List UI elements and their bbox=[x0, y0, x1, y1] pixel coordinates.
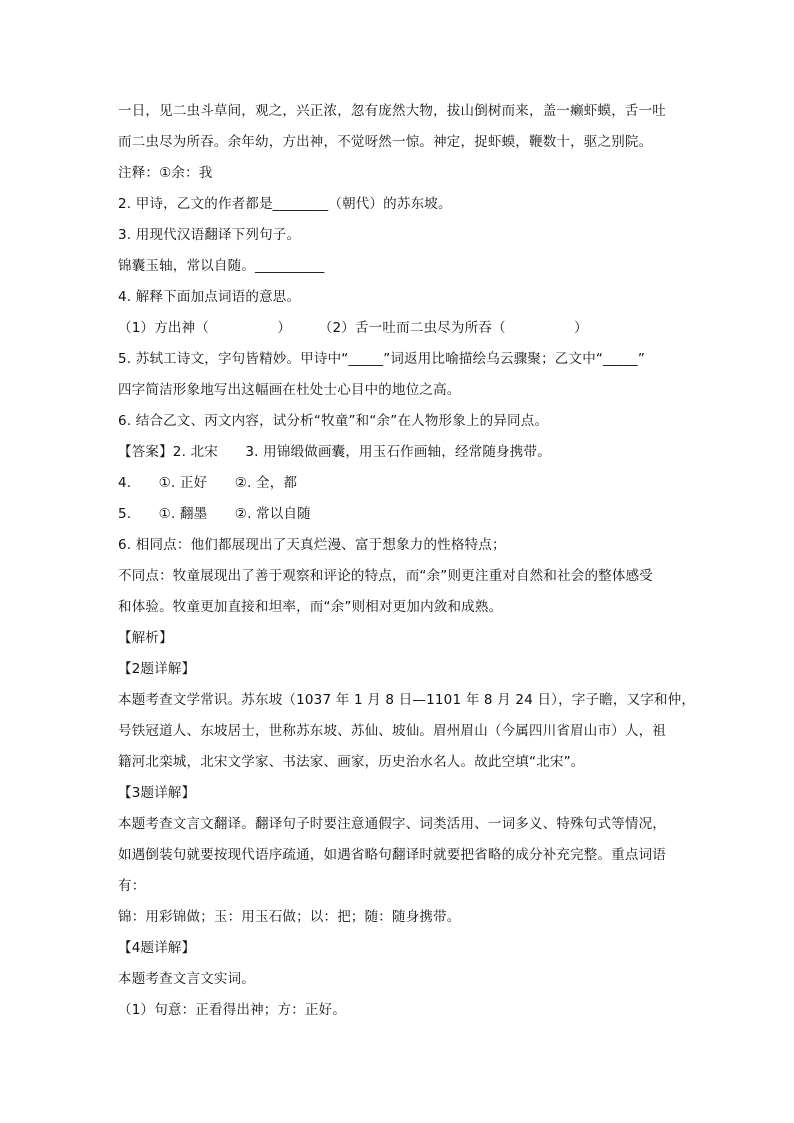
question-3: 3. 用现代汉语翻译下列句子。 bbox=[118, 227, 301, 243]
detail-3-text: 本题考查文言文翻译。翻译句子时要注意通假字、词类活用、一词多义、特殊句式等情况， bbox=[118, 816, 666, 832]
question-5-cont: 四字简洁形象地写出这幅画在杜处士心目中的地位之高。 bbox=[118, 382, 461, 398]
answer-5: 5. ①. 翻墨 ②. 常以自随 bbox=[118, 506, 311, 522]
question-5: 5. 苏轼工诗文，字句皆精妙。甲诗中“_____”词返用比喻描绘乌云骤聚；乙文中“_____” bbox=[118, 351, 646, 367]
question-3-sentence: 锦囊玉轴，常以自随。__________ bbox=[118, 258, 325, 274]
detail-2-text: 号铁冠道人、东坡居士，世称苏东坡、苏仙、坡仙。眉州眉山（今属四川省眉山市）人，祖 bbox=[118, 723, 666, 739]
answer-4: 4. ①. 正好 ②. 全，都 bbox=[118, 475, 298, 491]
detail-2-text: 籍河北栾城，北宋文学家、书法家、画家，历史治水名人。故此空填“北宋”。 bbox=[118, 754, 585, 770]
detail-3-text: 有： bbox=[118, 878, 146, 894]
text-line: 而二虫尽为所吞。余年幼，方出神，不觉呀然一惊。神定，捉虾蟆，鞭数十，驱之别院。 bbox=[118, 134, 653, 150]
answer-header: 【答案】2. 北宋 3. 用锦缎做画囊，用玉石作画轴，经常随身携带。 bbox=[118, 444, 551, 460]
detail-4-text: 本题考查文言文实词。 bbox=[118, 971, 255, 987]
question-4-items: （1）方出神（ ） （2）舌一吐而二虫尽为所吞（ ） bbox=[118, 320, 588, 336]
text-line: 一日，见二虫斗草间，观之，兴正浓，忽有庞然大物，拔山倒树而来，盖一癞虾蟆，舌一吐 bbox=[118, 103, 666, 119]
question-4: 4. 解释下面加点词语的意思。 bbox=[118, 289, 301, 305]
detail-3-text: 如遇倒装句就要按现代语序疏通，如遇省略句翻译时就要把省略的成分补充完整。重点词语 bbox=[118, 847, 666, 863]
detail-3-header: 【3题详解】 bbox=[118, 785, 196, 801]
question-6: 6. 结合乙文、丙文内容，试分析“牧童”和“余”在人物形象上的异同点。 bbox=[118, 413, 549, 429]
answer-6-diff-cont: 和体验。牧童更加直接和坦率，而“余”则相对更加内敛和成熟。 bbox=[118, 599, 503, 615]
detail-2-header: 【2题详解】 bbox=[118, 661, 196, 677]
annotation-line: 注释：①余：我 bbox=[118, 165, 213, 181]
detail-3-keywords: 锦：用彩锦做；玉：用玉石做；以：把；随：随身携带。 bbox=[118, 909, 461, 925]
detail-4-header: 【4题详解】 bbox=[118, 940, 196, 956]
detail-4-item-1: （1）句意：正看得出神；方：正好。 bbox=[118, 1002, 346, 1018]
analysis-header: 【解析】 bbox=[118, 630, 173, 646]
answer-6: 6. 相同点：他们都展现出了天真烂漫、富于想象力的性格特点； bbox=[118, 537, 506, 553]
detail-2-text: 本题考查文学常识。苏东坡（1037 年 1 月 8 日—1101 年 8 月 24 日），字子瞻，又字和仲， bbox=[118, 692, 696, 708]
answer-6-diff: 不同点：牧童展现出了善于观察和评论的特点，而“余”则更注重对自然和社会的整体感受 bbox=[118, 568, 653, 584]
question-2: 2. 甲诗，乙文的作者都是________（朝代）的苏东坡。 bbox=[118, 196, 452, 212]
